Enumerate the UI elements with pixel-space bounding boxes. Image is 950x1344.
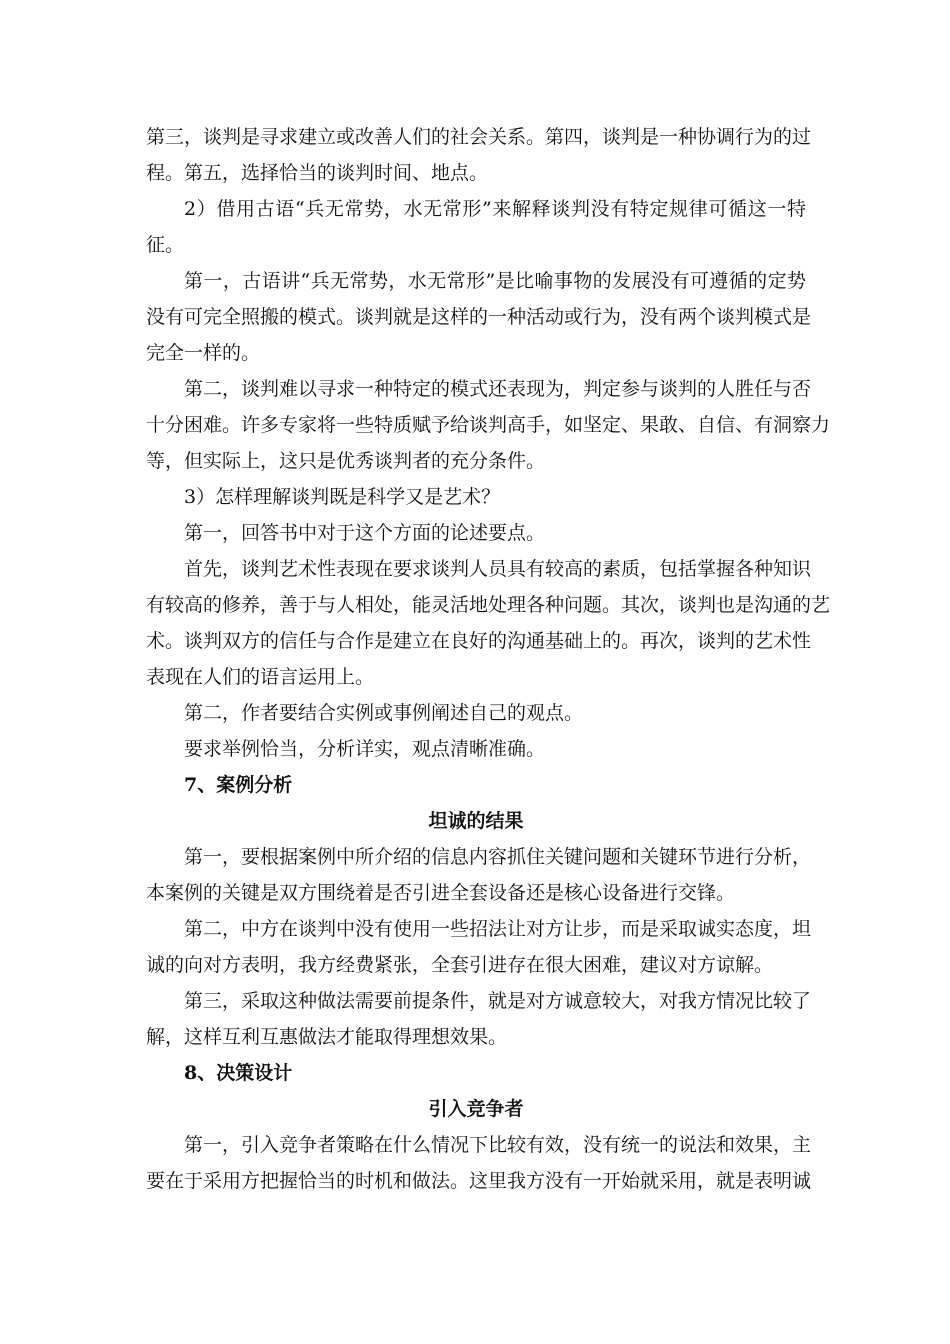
paragraph-line: 2）借用古语“兵无常势，水无常形”来解释谈判没有特定规律可循这一特 <box>184 198 806 220</box>
paragraph-line: 术。谈判双方的信任与合作是建立在良好的沟通基础上的。再次，谈判的艺术性 <box>146 630 812 652</box>
case-title: 坦诚的结果 <box>428 810 524 832</box>
paragraph-line: 第二，中方在谈判中没有使用一些招法让对方让步，而是采取诚实态度，坦 <box>184 918 812 940</box>
paragraph-line: 本案例的关键是双方围绕着是否引进全套设备还是核心设备进行交锋。 <box>146 882 736 904</box>
decision-title: 引入竞争者 <box>428 1098 524 1120</box>
paragraph-line: 第一，要根据案例中所介绍的信息内容抓住关键问题和关键环节进行分析， <box>184 846 812 868</box>
paragraph-line: 有较高的修养，善于与人相处，能灵活地处理各种问题。其次，谈判也是沟通的艺 <box>146 594 831 616</box>
paragraph-line: 没有可完全照搬的模式。谈判就是这样的一种活动或行为，没有两个谈判模式是 <box>146 306 812 328</box>
question-heading: 3）怎样理解谈判既是科学又是艺术？ <box>184 486 501 508</box>
paragraph-line: 完全一样的。 <box>146 342 261 364</box>
paragraph-line: 要求举例恰当，分析详实，观点清晰准确。 <box>184 738 546 760</box>
paragraph-line: 十分困难。许多专家将一些特质赋予给谈判高手，如坚定、果敢、自信、有洞察力 <box>146 414 831 436</box>
section-heading-case-analysis: 7、案例分析 <box>184 774 293 796</box>
paragraph-line: 等，但实际上，这只是优秀谈判者的充分条件。 <box>146 450 546 472</box>
paragraph-line: 征。 <box>146 234 185 256</box>
paragraph-line: 第一，回答书中对于这个方面的论述要点。 <box>184 522 546 544</box>
paragraph-line: 解，这样互利互惠做法才能取得理想效果。 <box>146 1026 508 1048</box>
paragraph-line: 表现在人们的语言运用上。 <box>146 666 375 688</box>
section-heading-decision-design: 8、决策设计 <box>184 1062 293 1084</box>
paragraph-line: 第三，采取这种做法需要前提条件，就是对方诚意较大，对我方情况比较了 <box>184 990 812 1012</box>
paragraph-line: 第二，谈判难以寻求一种特定的模式还表现为，判定参与谈判的人胜任与否 <box>184 378 812 400</box>
paragraph-line: 第一，古语讲“兵无常势，水无常形”是比喻事物的发展没有可遵循的定势 <box>184 270 806 292</box>
paragraph-line: 要在于采用方把握恰当的时机和做法。这里我方没有一开始就采用，就是表明诚 <box>146 1170 812 1192</box>
paragraph-line: 程。第五，选择恰当的谈判时间、地点。 <box>146 162 489 184</box>
paragraph-line: 第二，作者要结合实例或事例阐述自己的观点。 <box>184 702 584 724</box>
paragraph-line: 诚的向对方表明，我方经费紧张，全套引进存在很大困难，建议对方谅解。 <box>146 954 774 976</box>
paragraph-line: 第一，引入竞争者策略在什么情况下比较有效，没有统一的说法和效果，主 <box>184 1134 812 1156</box>
paragraph-line: 第三，谈判是寻求建立或改善人们的社会关系。第四，谈判是一种协调行为的过 <box>146 126 812 148</box>
paragraph-line: 首先，谈判艺术性表现在要求谈判人员具有较高的素质，包括掌握各种知识 <box>184 558 812 580</box>
